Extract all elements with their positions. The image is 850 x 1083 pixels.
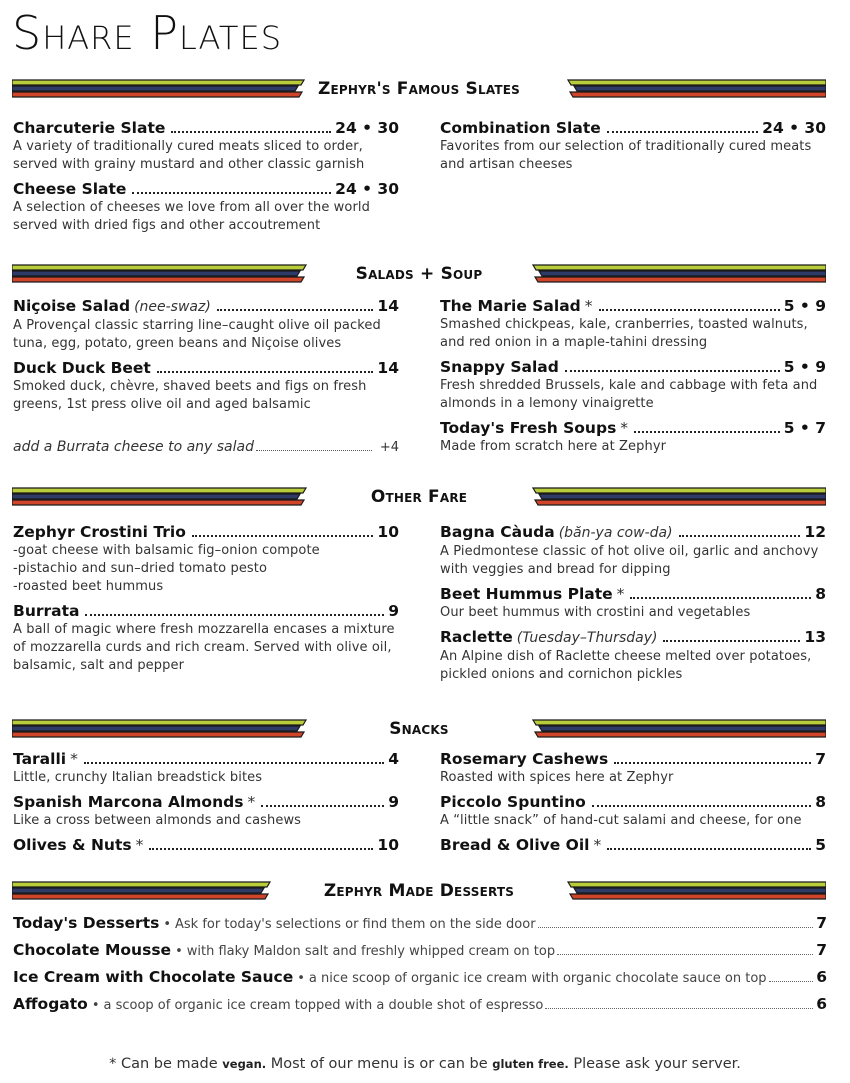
dot-leader xyxy=(630,597,811,599)
item-name: Piccolo Spuntino xyxy=(440,793,586,811)
item-description: A Piedmontese classic of hot olive oil, garlic and anchovy xyxy=(440,544,819,559)
menu-item-line xyxy=(13,749,399,769)
menu-item xyxy=(440,749,826,787)
menu-item-line xyxy=(13,296,399,317)
dessert-price: 7 xyxy=(816,914,827,932)
dessert-price: 6 xyxy=(816,968,827,986)
item-description: Roasted with spices here at Zephyr xyxy=(440,770,674,785)
item-name: Bagna Càuda xyxy=(440,523,555,541)
section-header-snacks xyxy=(12,717,826,741)
item-price: 8 xyxy=(815,585,826,603)
slates-right-column xyxy=(440,118,826,179)
footnote-text: Please ask your server. xyxy=(568,1056,741,1072)
item-name: Raclette xyxy=(440,628,513,646)
menu-item-line xyxy=(13,835,399,855)
section-title: Salads + Soup xyxy=(355,264,483,284)
item-name: Cheese Slate xyxy=(13,180,127,198)
menu-item xyxy=(13,118,399,174)
item-price: 4 xyxy=(388,750,399,768)
item-price: 10 xyxy=(377,836,399,854)
item-description: served with grainy mustard and other classic garnish xyxy=(13,157,365,172)
item-price: 24 • 30 xyxy=(762,119,826,137)
item-description: Our beet hummus with crostini and vegetables xyxy=(440,605,751,620)
item-price: 8 xyxy=(815,793,826,811)
bullet-separator: • xyxy=(297,971,305,986)
item-description: Smoked duck, chèvre, shaved beets and figs on fresh xyxy=(13,379,367,394)
dot-leader xyxy=(557,954,813,955)
section-header-desserts xyxy=(12,879,826,903)
item-price: 13 xyxy=(804,628,826,646)
dessert-description: a nice scoop of organic ice cream with organic chocolate sauce on top xyxy=(308,971,767,986)
bullet-separator: • xyxy=(91,998,100,1013)
burrata-addon xyxy=(13,439,399,455)
dessert-description: with flaky Maldon salt and freshly whipped cream on top xyxy=(186,944,556,959)
dessert-item xyxy=(13,941,827,968)
menu-item-line xyxy=(440,296,826,316)
menu-item xyxy=(440,418,826,456)
menu-item xyxy=(13,522,399,596)
item-description: A Provençal classic starring line–caught olive oil packed xyxy=(13,318,381,333)
item-description: Little, crunchy Italian breadstick bites xyxy=(13,770,263,785)
item-description: and red onion in a maple-tahini dressing xyxy=(440,335,708,350)
dot-leader xyxy=(769,981,814,982)
dot-leader xyxy=(614,762,811,764)
dot-leader xyxy=(538,927,814,928)
item-name: Taralli xyxy=(13,750,67,768)
dessert-price: 6 xyxy=(816,995,827,1013)
snacks-right-column xyxy=(440,749,826,860)
menu-item-line xyxy=(13,358,399,378)
item-name: Olives & Nuts xyxy=(13,836,132,854)
dot-leader xyxy=(545,1008,813,1009)
item-name: Niçoise Salad xyxy=(13,297,131,315)
menu-item xyxy=(13,601,399,675)
item-price: 5 • 7 xyxy=(783,419,826,437)
footnote xyxy=(0,1056,850,1072)
footnote-text: * Can be made xyxy=(109,1056,223,1072)
dot-leader xyxy=(607,848,811,850)
item-description: Favorites from our selection of traditionally cured meats xyxy=(440,139,812,154)
vegan-label: vegan. xyxy=(222,1057,267,1071)
vegan-asterisk: * xyxy=(584,297,593,315)
menu-item xyxy=(440,296,826,352)
menu-item-line xyxy=(440,749,826,769)
menu-item-line xyxy=(440,584,826,604)
vegan-asterisk: * xyxy=(247,793,256,811)
dot-leader xyxy=(171,131,331,133)
item-description: An Alpine dish of Raclette cheese melted over potatoes, xyxy=(440,649,812,664)
menu-item xyxy=(440,357,826,413)
item-price: 24 • 30 xyxy=(335,180,399,198)
dot-leader xyxy=(84,762,384,764)
section-header-other xyxy=(12,485,826,509)
menu-item-line xyxy=(13,601,399,621)
dot-leader xyxy=(192,535,374,537)
menu-item-line xyxy=(440,357,826,377)
menu-item-line xyxy=(440,792,826,812)
item-name: Snappy Salad xyxy=(440,358,559,376)
dot-leader xyxy=(132,192,331,194)
item-name: Beet Hummus Plate xyxy=(440,585,613,603)
menu-item xyxy=(440,522,826,579)
item-price: 7 xyxy=(815,750,826,768)
dot-leader xyxy=(261,805,384,807)
item-price: 24 • 30 xyxy=(335,119,399,137)
desserts-list xyxy=(13,914,827,1022)
bullet-separator: • xyxy=(163,917,172,932)
item-description: Fresh shredded Brussels, kale and cabbage with feta and xyxy=(440,378,818,393)
other-right-column xyxy=(440,522,826,689)
item-description: almonds in a lemony vinaigrette xyxy=(440,396,654,411)
dessert-item xyxy=(13,968,827,995)
item-price: 14 xyxy=(377,359,399,377)
section-title: Other Fare xyxy=(370,487,468,507)
item-name: Combination Slate xyxy=(440,119,601,137)
menu-item-line xyxy=(440,522,826,543)
item-description: -goat cheese with balsamic fig–onion compote xyxy=(13,543,320,558)
item-description: A variety of traditionally cured meats sliced to order, xyxy=(13,139,363,154)
dessert-price: 7 xyxy=(816,941,827,959)
menu-item xyxy=(440,835,826,855)
item-description: Like a cross between almonds and cashews xyxy=(13,813,302,828)
item-note: (băn-ya cow-da) xyxy=(558,525,673,541)
menu-item xyxy=(13,358,399,414)
dessert-name: Today's Desserts xyxy=(13,914,160,932)
stripe-divider-right xyxy=(525,264,826,283)
menu-item-line xyxy=(13,179,399,199)
item-name: Charcuterie Slate xyxy=(13,119,166,137)
menu-item xyxy=(13,835,399,855)
item-description: A ball of magic where fresh mozzarella encases a mixture xyxy=(13,622,395,637)
bullet-separator: • xyxy=(175,944,183,959)
item-name: Rosemary Cashews xyxy=(440,750,609,768)
menu-item-line xyxy=(13,792,399,812)
dot-leader xyxy=(599,309,780,311)
vegan-asterisk: * xyxy=(135,836,144,854)
stripe-divider-right xyxy=(560,881,826,900)
item-price: 14 xyxy=(377,297,399,315)
item-name: Burrata xyxy=(13,602,80,620)
item-name: Spanish Marcona Almonds xyxy=(13,793,244,811)
vegan-asterisk: * xyxy=(620,419,629,437)
dessert-name: Affogato xyxy=(13,995,88,1013)
menu-item xyxy=(13,749,399,787)
slates-left-column xyxy=(13,118,399,240)
item-price: 9 xyxy=(388,602,399,620)
item-description: served with dried figs and other accoutrement xyxy=(13,218,321,233)
dot-leader xyxy=(565,370,780,372)
item-description: A “little snack” of hand-cut salami and cheese, for one xyxy=(440,813,802,828)
item-description: Made from scratch here at Zephyr xyxy=(440,439,667,454)
section-title: Zephyr Made Desserts xyxy=(323,881,515,901)
menu-item-line xyxy=(13,522,399,542)
item-description: -pistachio and sun–dried tomato pesto xyxy=(13,561,268,576)
vegan-asterisk: * xyxy=(616,585,625,603)
menu-item xyxy=(13,792,399,830)
snacks-left-column xyxy=(13,749,399,860)
dot-leader xyxy=(679,535,801,537)
item-description: with veggies and bread for dipping xyxy=(440,562,671,577)
menu-item xyxy=(13,296,399,353)
item-description: and artisan cheeses xyxy=(440,157,573,172)
menu-item-line xyxy=(440,835,826,855)
item-description: tuna, egg, potato, green beans and Niçoise olives xyxy=(13,336,342,351)
section-title: Snacks xyxy=(389,719,449,739)
dot-leader xyxy=(217,309,374,311)
item-name: Bread & Olive Oil xyxy=(440,836,590,854)
other-left-column xyxy=(13,522,399,680)
section-header-slates xyxy=(12,77,826,101)
item-price: 9 xyxy=(388,793,399,811)
item-price: 10 xyxy=(377,523,399,541)
item-description: Smashed chickpeas, kale, cranberries, toasted walnuts, xyxy=(440,317,808,332)
item-price: 5 xyxy=(815,836,826,854)
item-description: of mozzarella curds and rich cream. Served with olive oil, xyxy=(13,640,392,655)
item-name: The Marie Salad xyxy=(440,297,581,315)
dot-leader xyxy=(85,614,384,616)
page-title: Share Plates xyxy=(12,6,283,60)
dot-leader xyxy=(157,371,374,373)
dessert-description: a scoop of organic ice cream topped with a double shot of espresso xyxy=(103,998,544,1013)
dessert-name: Chocolate Mousse xyxy=(13,941,172,959)
dot-leader xyxy=(256,450,372,451)
dot-leader xyxy=(663,640,800,642)
dessert-name: Ice Cream with Chocolate Sauce xyxy=(13,968,294,986)
dessert-description: Ask for today's selections or find them on the side door xyxy=(175,917,536,932)
item-description: balsamic, salt and pepper xyxy=(13,658,185,673)
vegan-asterisk: * xyxy=(593,836,602,854)
addon-text: add a Burrata cheese to any salad xyxy=(13,439,254,455)
menu-item-line xyxy=(13,118,399,138)
dot-leader xyxy=(607,131,758,133)
salads-left-column xyxy=(13,296,399,419)
stripe-divider-right xyxy=(560,79,826,98)
item-price: 5 • 9 xyxy=(783,358,826,376)
addon-price: +4 xyxy=(379,440,399,455)
menu-item xyxy=(440,627,826,684)
item-note: (Tuesday–Thursday) xyxy=(516,630,658,646)
item-name: Duck Duck Beet xyxy=(13,359,151,377)
stripe-divider-right xyxy=(525,719,826,738)
item-price: 5 • 9 xyxy=(783,297,826,315)
item-note: (nee-swaz) xyxy=(134,299,211,315)
menu-item-line xyxy=(440,118,826,138)
dot-leader xyxy=(149,848,373,850)
stripe-divider-right xyxy=(525,487,826,506)
dot-leader xyxy=(634,431,780,433)
menu-item xyxy=(13,179,399,235)
item-description: -roasted beet hummus xyxy=(13,579,164,594)
item-description: greens, 1st press olive oil and aged balsamic xyxy=(13,397,311,412)
menu-item xyxy=(440,792,826,830)
salads-right-column xyxy=(440,296,826,461)
footnote-text: Most of our menu is or can be xyxy=(266,1056,493,1072)
menu-item xyxy=(440,118,826,174)
vegan-asterisk: * xyxy=(70,750,78,768)
menu-item-line xyxy=(440,627,826,648)
section-header-salads xyxy=(12,262,826,286)
menu-item-line xyxy=(440,418,826,438)
section-title: Zephyr's Famous Slates xyxy=(317,79,521,99)
dessert-item xyxy=(13,995,827,1022)
menu-item xyxy=(440,584,826,622)
item-price: 12 xyxy=(804,523,826,541)
item-description: pickled onions and cornichon pickles xyxy=(440,667,683,682)
item-name: Zephyr Crostini Trio xyxy=(13,523,186,541)
dot-leader xyxy=(592,805,811,807)
item-name: Today's Fresh Soups xyxy=(440,419,617,437)
item-description: A selection of cheeses we love from all over the world xyxy=(13,200,370,215)
gluten-free-label: gluten free. xyxy=(492,1057,569,1071)
dessert-item xyxy=(13,914,827,941)
